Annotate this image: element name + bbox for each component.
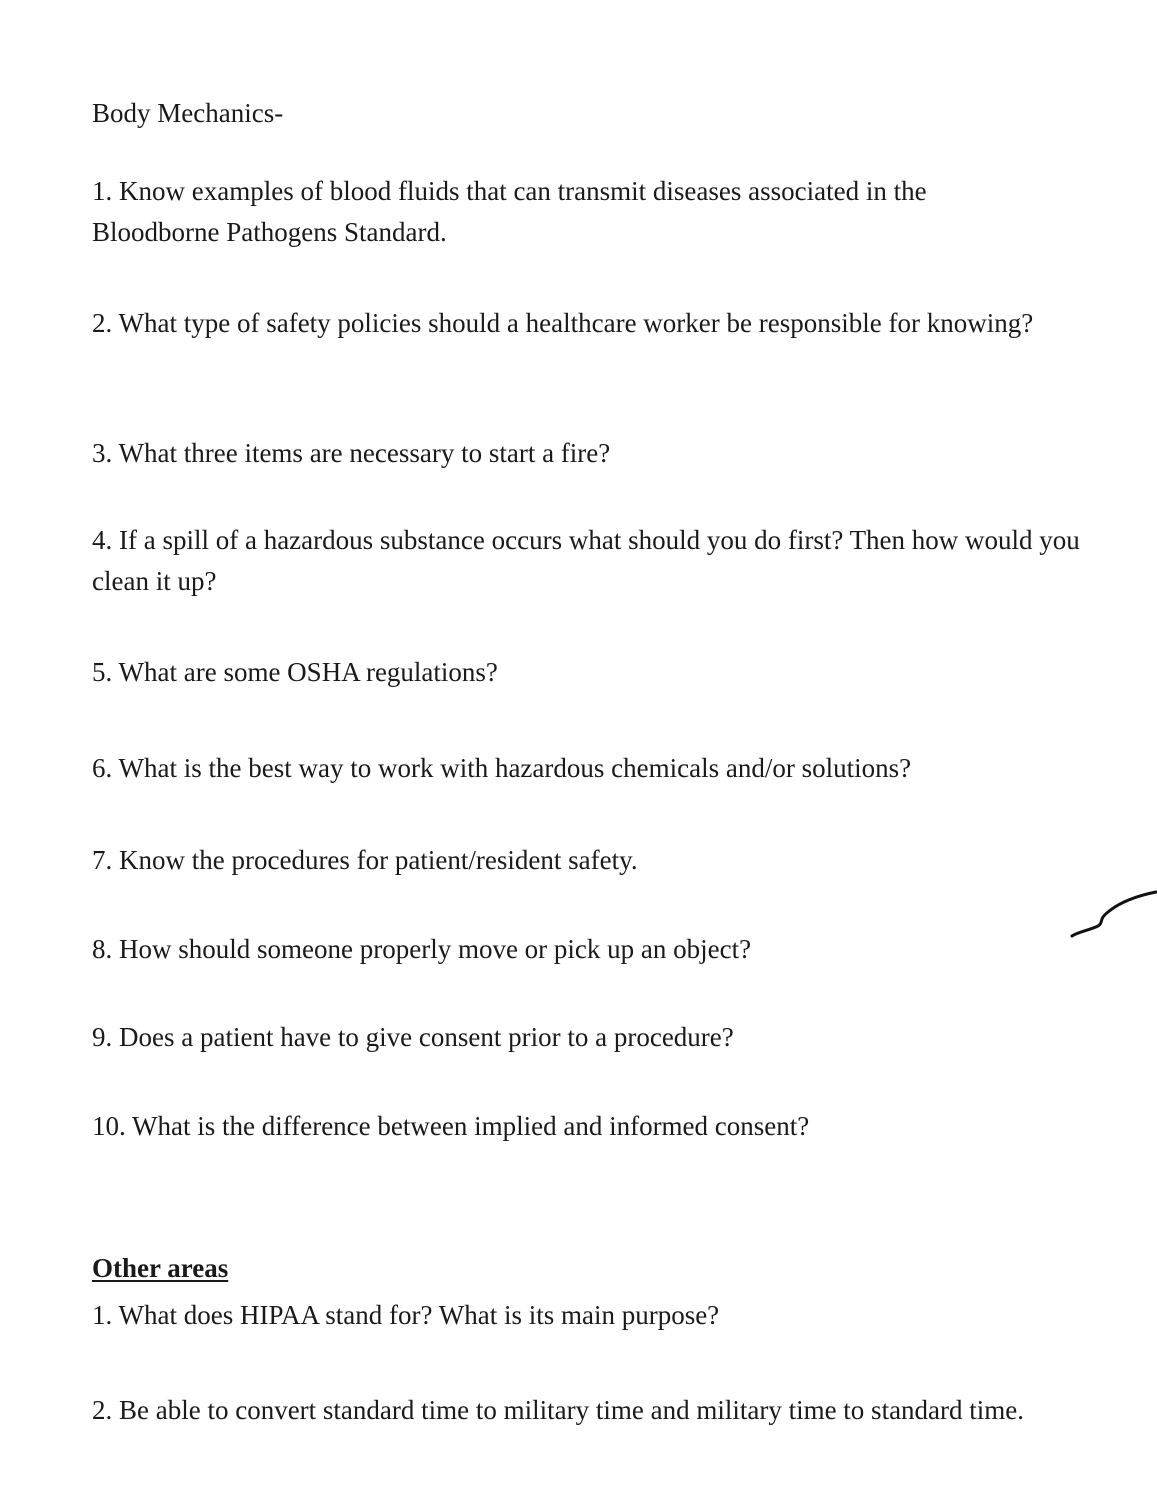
question-5: 5. What are some OSHA regulations? <box>92 657 498 687</box>
page-title: Body Mechanics- <box>92 98 284 128</box>
question-9: 9. Does a patient have to give consent prior to a procedure? <box>92 1022 734 1052</box>
question-3: 3. What three items are necessary to start a fire? <box>92 438 611 468</box>
question-8: 8. How should someone properly move or pick up an object? <box>92 934 752 964</box>
pen-mark-icon <box>1068 886 1157 942</box>
question-4: 4. If a spill of a hazardous substance occurs what should you do first? Then how would you clean it up? <box>92 525 1080 596</box>
question-6: 6. What is the best way to work with hazardous chemicals and/or solutions? <box>92 753 912 783</box>
question-10: 10. What is the difference between implied and informed consent? <box>92 1111 810 1141</box>
other-question-1: 1. What does HIPAA stand for? What is its main purpose? <box>92 1300 720 1330</box>
other-areas-heading: Other areas <box>92 1253 229 1283</box>
question-1: 1. Know examples of blood fluids that can transmit diseases associated in the Bloodborne Pathogens Standard. <box>92 176 927 247</box>
question-7: 7. Know the procedures for patient/resident safety. <box>92 845 638 875</box>
other-question-2: 2. Be able to convert standard time to military time and military time to standard time. <box>92 1395 1025 1425</box>
question-2: 2. What type of safety policies should a healthcare worker be responsible for knowing? <box>92 308 1034 338</box>
